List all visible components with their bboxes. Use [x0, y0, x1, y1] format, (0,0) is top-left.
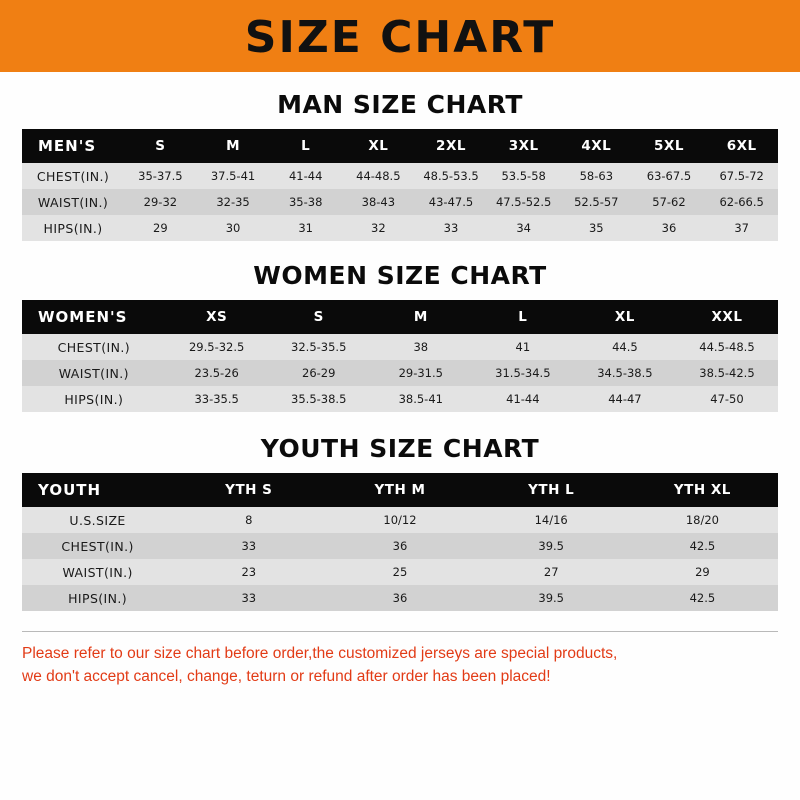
women-cell: 44-47	[574, 386, 676, 412]
man-cell: 32	[342, 215, 415, 241]
man-cell: 36	[633, 215, 706, 241]
man-table-head	[22, 129, 778, 163]
man-col-header: 4XL	[560, 129, 633, 163]
man-cell: 37.5-41	[197, 163, 270, 189]
man-col-header: 2XL	[415, 129, 488, 163]
man-cell: 41-44	[269, 163, 342, 189]
table-row	[22, 360, 778, 386]
man-cell: 48.5-53.5	[415, 163, 488, 189]
youth-cell: 25	[324, 559, 475, 585]
youth-section-title: YOUTH SIZE CHART	[260, 434, 540, 463]
youth-col-header: YTH M	[324, 473, 475, 507]
youth-row-label: CHEST(IN.)	[22, 533, 173, 559]
man-cell: 63-67.5	[633, 163, 706, 189]
women-cell: 41	[472, 334, 574, 360]
table-row	[22, 189, 778, 215]
man-cell: 32-35	[197, 189, 270, 215]
man-table-body	[22, 163, 778, 241]
man-cell: 44-48.5	[342, 163, 415, 189]
header-band	[0, 0, 800, 72]
table-row	[22, 163, 778, 189]
table-row	[22, 386, 778, 412]
man-cell: 62-66.5	[705, 189, 778, 215]
man-cell: 52.5-57	[560, 189, 633, 215]
women-table-body	[22, 334, 778, 412]
man-corner-label: MEN'S	[22, 129, 124, 163]
youth-corner-label: YOUTH	[22, 473, 173, 507]
women-cell: 35.5-38.5	[268, 386, 370, 412]
women-section-title: WOMEN SIZE CHART	[253, 261, 547, 290]
man-col-header: 6XL	[705, 129, 778, 163]
women-table-head	[22, 300, 778, 334]
youth-cell: 23	[173, 559, 324, 585]
women-cell: 29-31.5	[370, 360, 472, 386]
table-header-row	[22, 129, 778, 163]
women-col-header: L	[472, 300, 574, 334]
man-cell: 30	[197, 215, 270, 241]
man-row-label: HIPS(IN.)	[22, 215, 124, 241]
women-col-header: XL	[574, 300, 676, 334]
man-cell: 33	[415, 215, 488, 241]
man-cell: 35-37.5	[124, 163, 197, 189]
youth-col-header: YTH L	[476, 473, 627, 507]
man-col-header: L	[269, 129, 342, 163]
youth-row-label: HIPS(IN.)	[22, 585, 173, 611]
man-cell: 29-32	[124, 189, 197, 215]
women-cell: 26-29	[268, 360, 370, 386]
women-cell: 38	[370, 334, 472, 360]
table-header-row	[22, 473, 778, 507]
table-row	[22, 585, 778, 611]
man-cell: 34	[487, 215, 560, 241]
youth-cell: 33	[173, 585, 324, 611]
women-col-header: M	[370, 300, 472, 334]
women-row-label: HIPS(IN.)	[22, 386, 166, 412]
women-cell: 41-44	[472, 386, 574, 412]
women-cell: 31.5-34.5	[472, 360, 574, 386]
youth-cell: 36	[324, 585, 475, 611]
women-cell: 32.5-35.5	[268, 334, 370, 360]
youth-col-header: YTH XL	[627, 473, 778, 507]
man-row-label: WAIST(IN.)	[22, 189, 124, 215]
man-cell: 43-47.5	[415, 189, 488, 215]
youth-row-label: WAIST(IN.)	[22, 559, 173, 585]
table-row	[22, 533, 778, 559]
youth-cell: 14/16	[476, 507, 627, 533]
women-cell: 44.5-48.5	[676, 334, 778, 360]
women-size-table	[22, 300, 778, 412]
women-cell: 44.5	[574, 334, 676, 360]
content-area	[0, 90, 800, 611]
women-cell: 38.5-41	[370, 386, 472, 412]
man-cell: 31	[269, 215, 342, 241]
youth-row-label: U.S.SIZE	[22, 507, 173, 533]
women-cell: 34.5-38.5	[574, 360, 676, 386]
youth-col-header: YTH S	[173, 473, 324, 507]
youth-table-head	[22, 473, 778, 507]
table-row	[22, 215, 778, 241]
youth-cell: 10/12	[324, 507, 475, 533]
youth-cell: 29	[627, 559, 778, 585]
women-col-header: S	[268, 300, 370, 334]
youth-cell: 18/20	[627, 507, 778, 533]
man-col-header: 5XL	[633, 129, 706, 163]
women-cell: 23.5-26	[166, 360, 268, 386]
youth-cell: 42.5	[627, 585, 778, 611]
table-row	[22, 559, 778, 585]
women-cell: 38.5-42.5	[676, 360, 778, 386]
man-section-title: MAN SIZE CHART	[277, 90, 523, 119]
youth-cell: 8	[173, 507, 324, 533]
man-col-header: M	[197, 129, 270, 163]
man-cell: 35-38	[269, 189, 342, 215]
youth-cell: 36	[324, 533, 475, 559]
women-cell: 33-35.5	[166, 386, 268, 412]
order-notice-line-1: Please refer to our size chart before order,the customized jerseys are special products,	[22, 645, 618, 662]
youth-size-table	[22, 473, 778, 611]
man-cell: 67.5-72	[705, 163, 778, 189]
order-notice	[22, 631, 778, 689]
youth-cell: 39.5	[476, 585, 627, 611]
man-size-table	[22, 129, 778, 241]
order-notice-line-2: we don't accept cancel, change, teturn or refund after order has been placed!	[22, 668, 551, 686]
man-cell: 47.5-52.5	[487, 189, 560, 215]
man-col-header: XL	[342, 129, 415, 163]
youth-cell: 27	[476, 559, 627, 585]
man-cell: 35	[560, 215, 633, 241]
man-cell: 58-63	[560, 163, 633, 189]
page-title: SIZE CHART	[244, 12, 556, 63]
man-cell: 38-43	[342, 189, 415, 215]
man-cell: 57-62	[633, 189, 706, 215]
women-corner-label: WOMEN'S	[22, 300, 166, 334]
table-row	[22, 334, 778, 360]
women-row-label: WAIST(IN.)	[22, 360, 166, 386]
table-row	[22, 507, 778, 533]
man-col-header: 3XL	[487, 129, 560, 163]
youth-table-body	[22, 507, 778, 611]
youth-cell: 39.5	[476, 533, 627, 559]
youth-cell: 42.5	[627, 533, 778, 559]
man-cell: 29	[124, 215, 197, 241]
man-row-label: CHEST(IN.)	[22, 163, 124, 189]
women-cell: 47-50	[676, 386, 778, 412]
women-col-header: XS	[166, 300, 268, 334]
youth-cell: 33	[173, 533, 324, 559]
women-row-label: CHEST(IN.)	[22, 334, 166, 360]
women-col-header: XXL	[676, 300, 778, 334]
table-header-row	[22, 300, 778, 334]
women-cell: 29.5-32.5	[166, 334, 268, 360]
man-cell: 53.5-58	[487, 163, 560, 189]
man-col-header: S	[124, 129, 197, 163]
man-cell: 37	[705, 215, 778, 241]
